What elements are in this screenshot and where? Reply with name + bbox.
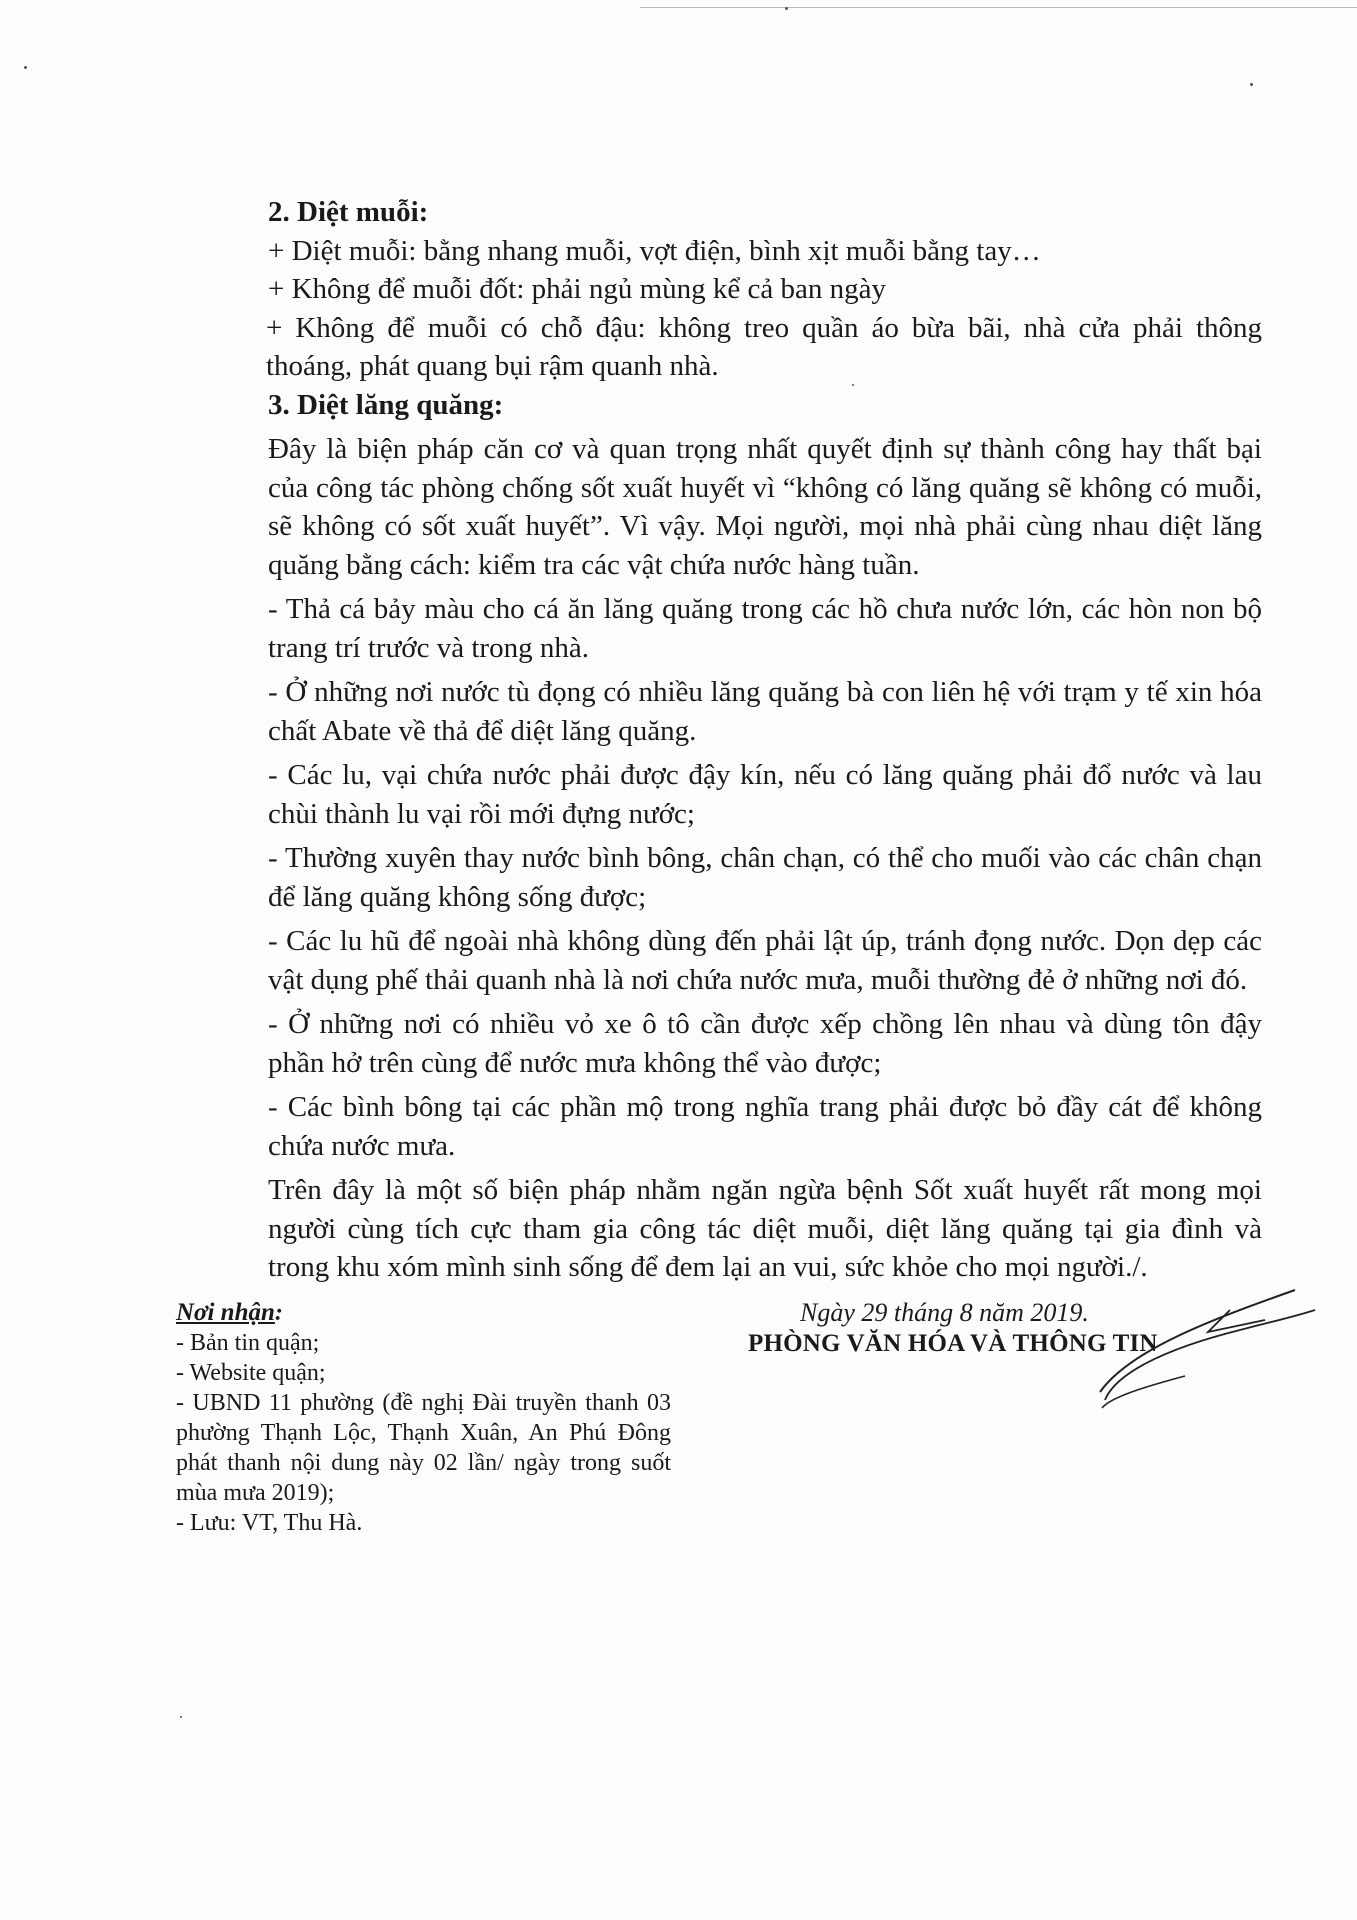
recipient-item: - Website quận; [176,1360,326,1386]
section-2-item: + Diệt muỗi: bằng nhang muỗi, vợt điện, bình xịt muỗi bằng tay… [268,234,1041,267]
document-body [268,193,1262,1287]
section-3-item: - Thường xuyên thay nước bình bông, chân chạn, có thể cho muối vào các chân chạn để lăng quăng không sống được; [268,842,1262,913]
scan-speck [1250,83,1253,86]
section-3-item: - Thả cá bảy màu cho cá ăn lăng quăng trong các hồ chưa nước lớn, các hòn non bộ trang trí trước và trong nhà. [268,593,1262,664]
recipients-block [176,1298,671,1538]
section-2-item: + Không để muỗi đốt: phải ngủ mùng kể cả ban ngày [268,273,886,305]
section-3-item: - Ở những nơi nước tù đọng có nhiều lăng quăng bà con liên hệ với trạm y tế xin hóa chất Abate về thả để diệt lăng quăng. [268,676,1262,747]
section-2-heading: 2. Diệt muỗi: [268,196,429,228]
section-3-item: - Các lu hũ để ngoài nhà không dùng đến phải lật úp, tránh đọng nước. Dọn dẹp các vật dụng phế thải quanh nhà là nơi chứa nước mưa, muỗi thường đẻ ở những nơi đó. [268,925,1262,996]
recipients-label: Nơi nhận [176,1299,275,1326]
signing-date: Ngày 29 tháng 8 năm 2019. [800,1298,1089,1327]
recipients-heading [176,1298,671,1328]
recipient-item: - Bản tin quận; [176,1330,320,1356]
scan-top-edge-line [640,7,1357,8]
section-3-item: - Các bình bông tại các phần mộ trong nghĩa trang phải được bỏ đầy cát để không chứa nước mưa. [268,1091,1262,1162]
scan-speck [24,66,27,69]
issuing-office: PHÒNG VĂN HÓA VÀ THÔNG TIN [748,1330,1158,1357]
handwritten-signature [1090,1280,1320,1420]
recipients-label-colon: : [274,1300,283,1326]
recipient-item: - Lưu: VT, Thu Hà. [176,1510,363,1536]
recipient-item: - UBND 11 phường (đề nghị Đài truyền thanh 03 phường Thạnh Lộc, Thạnh Xuân, An Phú Đông phát thanh nội dung này 02 lần/ ngày trong suốt mùa mưa 2019); [176,1390,671,1506]
section-3-intro: Đây là biện pháp căn cơ và quan trọng nhất quyết định sự thành công hay thất bại của công tác phòng chống sốt xuất huyết vì “không có lăng quăng sẽ không có muỗi, sẽ không có sốt xuất huyết”. Vì vậy. Mọi người, mọi nhà phải cùng nhau diệt lăng quăng bằng cách: kiểm tra các vật chứa nước hàng tuần. [268,433,1262,581]
section-3-item: - Ở những nơi có nhiều vỏ xe ô tô cần được xếp chồng lên nhau và dùng tôn đậy phần hở trên cùng để nước mưa không thể vào được; [268,1008,1262,1079]
scan-speck [180,1716,182,1718]
scan-speck [785,7,788,10]
section-3-item: - Các lu, vại chứa nước phải được đậy kín, nếu có lăng quăng phải đổ nước và lau chùi thành lu vại rồi mới đựng nước; [268,759,1262,830]
section-2-item: + Không để muỗi có chỗ đậu: không treo quần áo bừa bãi, nhà cửa phải thông thoáng, phát quang bụi rậm quanh nhà. [266,311,1262,382]
section-3-heading: 3. Diệt lăng quăng: [268,388,504,421]
closing-paragraph: Trên đây là một số biện pháp nhằm ngăn ngừa bệnh Sốt xuất huyết rất mong mọi người cùng tích cực tham gia công tác diệt muỗi, diệt lăng quăng tại gia đình và trong khu xóm mình sinh sống để đem lại an vui, sức khỏe cho mọi người./. [268,1174,1262,1283]
